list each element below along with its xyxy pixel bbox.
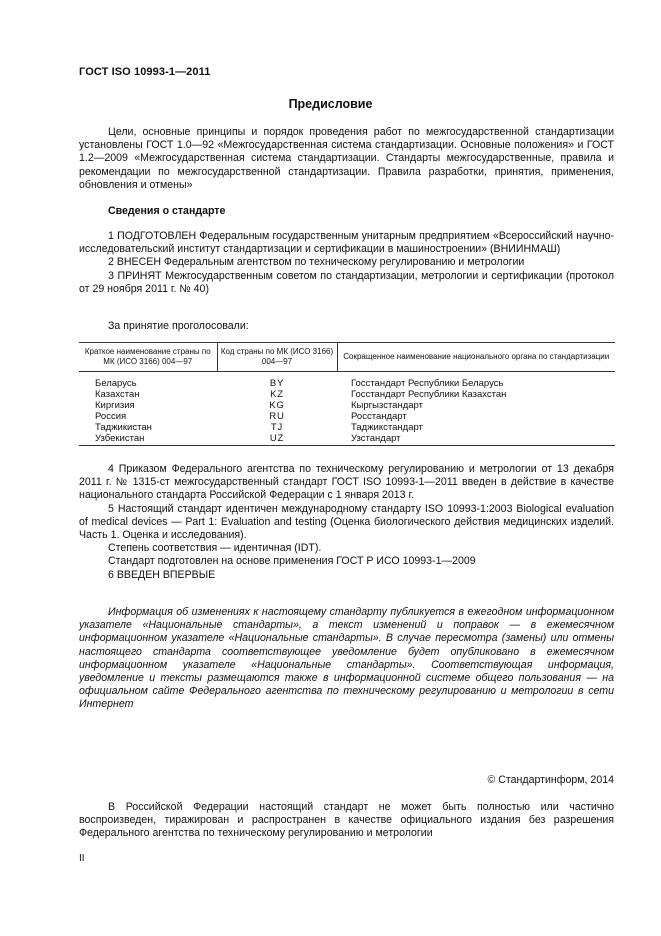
table-row	[79, 422, 615, 433]
after-items	[79, 463, 614, 582]
item-4: 4 Приказом Федерального агентства по техническому регулированию и метрологии от 13 декабря 2011 г. № 1315-ст межгосударственный стандарт ГОСТ ISO 10993-1—2011 введен в действие в качестве национального стандарта Российской Федерации с 1 января 2013 г.	[79, 463, 614, 502]
country-code: KZ	[270, 389, 284, 400]
conformity-degree: Степень соответствия — идентичная (IDT).	[108, 542, 322, 555]
country-name: Узбекистан	[79, 433, 217, 446]
country-code: KG	[269, 400, 285, 411]
info-item-1: 1 ПОДГОТОВЛЕН Федеральным государственным унитарным предприятием «Всероссийский научно-исследовательский институт стандартизации и сертификации в машиностроении» (ВНИИНМАШ)	[79, 230, 614, 256]
voted-label: За принятие проголосовали:	[108, 320, 249, 332]
item-5: 5 Настоящий стандарт идентичен международному стандарту ISO 10993-1:2003 Biological evaluation of medical devices — Part 1: Evaluation and testing (Оценка биологического действия медицинских изделий. Часть 1. Оценка и исследования).	[79, 502, 614, 542]
national-body: Таджикстандарт	[351, 422, 423, 433]
header-country-name: Краткое наименование страны по МК (ИСО 3166) 004—97	[79, 343, 217, 372]
table-row	[79, 372, 615, 390]
notice-block	[79, 606, 614, 712]
national-body: Кыргызстандарт	[351, 400, 423, 411]
header-national-body: Сокращенное наименование национального органа по стандартизации	[337, 343, 615, 372]
intro-text: Цели, основные принципы и порядок проведения работ по межгосударственной стандартизации установлены ГОСТ 1.0—92 «Межгосударственная система стандартизации. Основные положения» и ГОСТ 1.2—2009 «Межгосударственная система стандартизации. Стандарты межгосударственные, правила и рекомендации по межгосударственной стандартизации. Правила разработки, принятия, применения, обновления и отмены»	[79, 126, 614, 191]
copyright: © Стандартинформ, 2014	[487, 774, 614, 786]
voting-table	[79, 342, 615, 446]
header-country-code: Код страны по МК (ИСО 3166) 004—97	[217, 343, 337, 372]
table-header-row	[79, 343, 615, 372]
info-items	[79, 230, 614, 296]
standard-code: ГОСТ ISO 10993-1—2011	[79, 66, 211, 78]
prepared-note: Стандарт подготовлен на основе применения ГОСТ Р ИСО 10993-1—2009	[108, 555, 476, 568]
national-body: Госстандарт Республики Беларусь	[351, 378, 504, 389]
national-body: Госстандарт Республики Казахстан	[351, 389, 507, 400]
country-code: UZ	[217, 433, 337, 446]
country-name: Киргизия	[95, 400, 135, 411]
national-body: Росстандарт	[351, 411, 407, 422]
country-code: RU	[269, 411, 285, 422]
info-heading: Сведения о стандарте	[108, 205, 226, 217]
national-body: Узстандарт	[337, 433, 615, 446]
country-name: Таджикистан	[95, 422, 152, 433]
table-row	[79, 389, 615, 400]
country-name: Казахстан	[95, 389, 140, 400]
table-row	[79, 411, 615, 422]
legal-block	[79, 801, 614, 841]
item-6: 6 ВВЕДЕН ВПЕРВЫЕ	[108, 568, 216, 581]
country-code: TJ	[270, 422, 284, 433]
country-code: BY	[269, 378, 285, 389]
table-row	[79, 433, 615, 446]
info-item-2: 2 ВНЕСЕН Федеральным агентством по техническому регулированию и метрологии	[108, 256, 525, 269]
notice-text: Информация об изменениях к настоящему стандарту публикуется в ежегодном информационном указателе «Национальные стандарты», а текст изменений и поправок — в ежемесячном информационном указателе «Национальные стандарты». В случае пересмотра (замены) или отмены настоящего стандарта соответствующее уведомление будет опубликовано в ежемесячном информационном указателе «Национальные стандарты». Соответствующая информация, уведомление и тексты размещаются также в информационной системе общего пользования — на официальном сайте Федерального агентства по техническому регулированию и метрологии в сети Интернет	[79, 606, 614, 711]
page-number: II	[79, 853, 85, 864]
info-item-3: 3 ПРИНЯТ Межгосударственным советом по стандартизации, метрологии и сертификации (протокол от 29 ноября 2011 г. № 40)	[79, 269, 614, 295]
page-title: Предисловие	[288, 97, 373, 111]
legal-text: В Российской Федерации настоящий стандарт не может быть полностью или частично воспроизведен, тиражирован и распространен в качестве официального издания без разрешения Федерального агентства по техническому регулированию и метрологии	[79, 801, 614, 840]
table-row	[79, 400, 615, 411]
country-name: Беларусь	[95, 378, 137, 389]
intro-paragraph	[79, 126, 614, 192]
country-name: Россия	[95, 411, 127, 422]
